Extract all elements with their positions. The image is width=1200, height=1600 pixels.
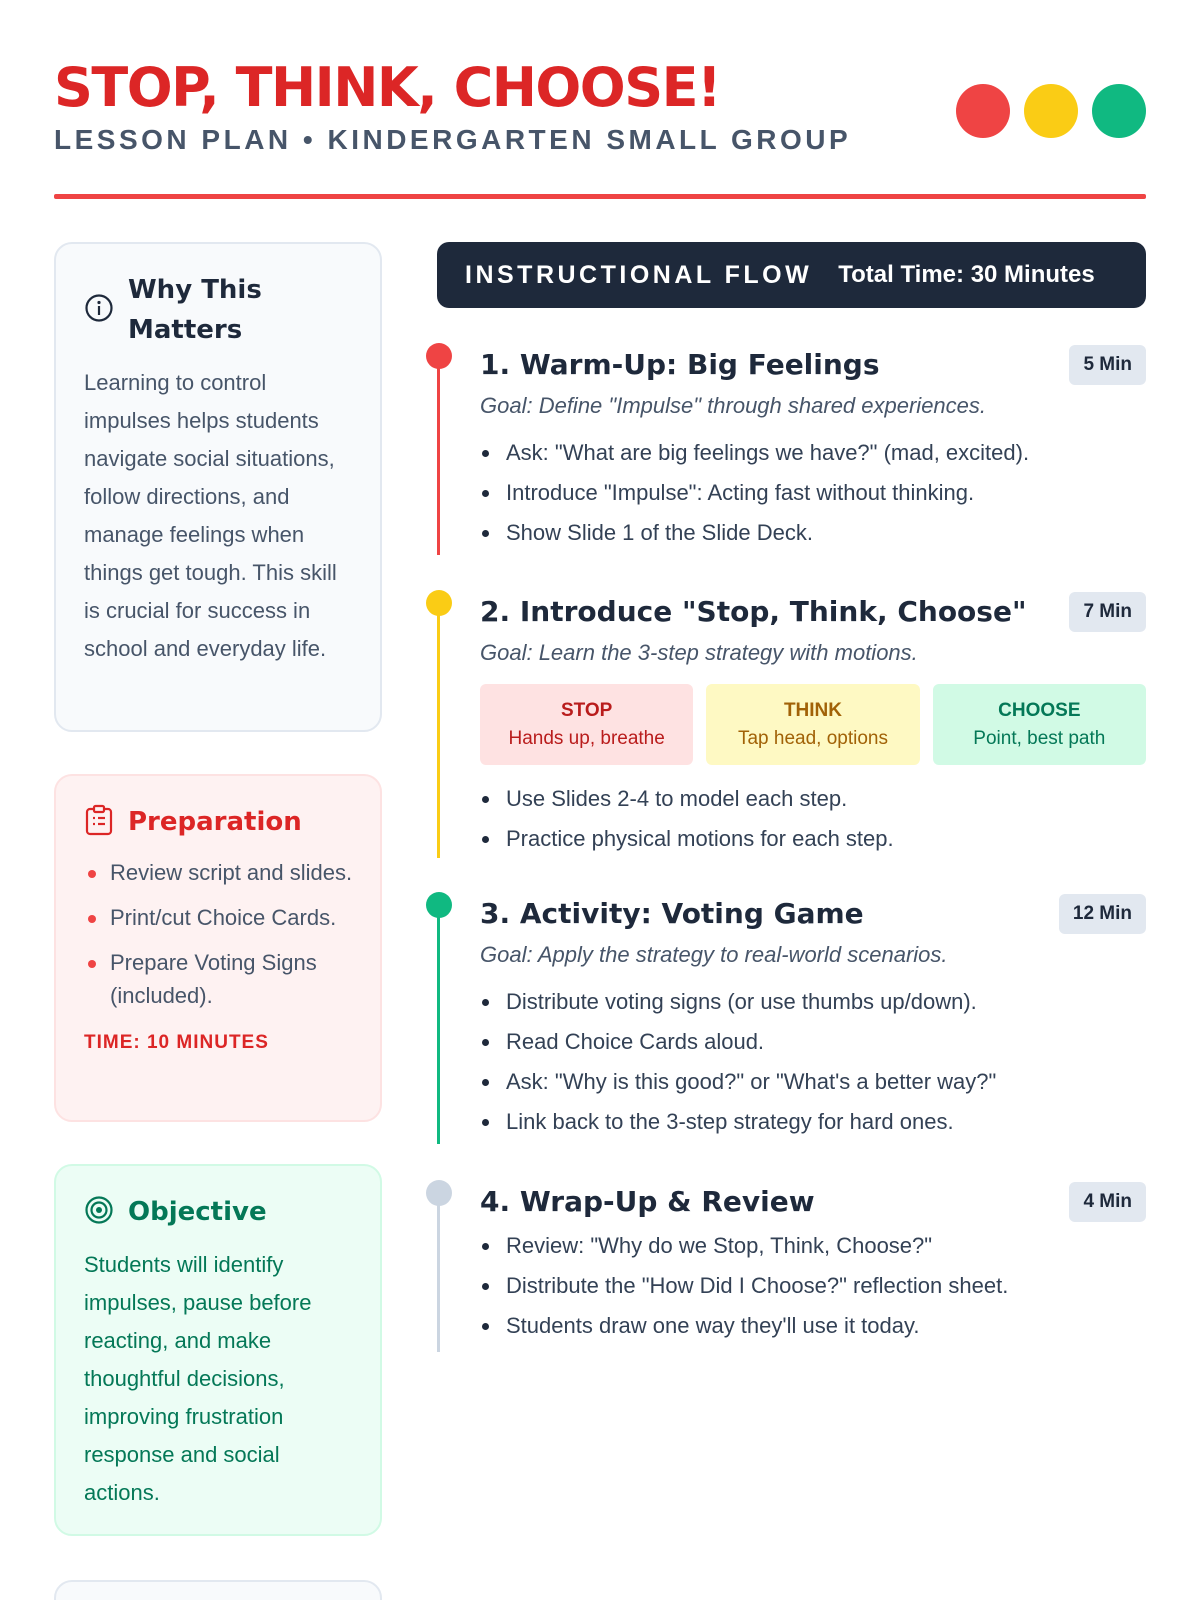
timeline-line bbox=[437, 355, 440, 555]
step-title: 2. Introduce "Stop, Think, Choose" bbox=[480, 595, 1027, 628]
step-goal: Goal: Define "Impulse" through shared experiences. bbox=[480, 393, 987, 418]
flow-title: INSTRUCTIONAL FLOW bbox=[465, 260, 813, 289]
timeline-dot bbox=[426, 590, 452, 616]
list-item: Distribute the "How Did I Choose?" reflection sheet. bbox=[480, 1266, 1146, 1306]
why-title: Why This Matters bbox=[128, 275, 262, 345]
list-item: Review: "Why do we Stop, Think, Choose?" bbox=[480, 1226, 1146, 1266]
list-item: Show Slide 1 of the Slide Deck. bbox=[480, 513, 1146, 553]
timeline-dot bbox=[426, 1180, 452, 1206]
page-subtitle: LESSON PLAN • KINDERGARTEN SMALL GROUP bbox=[54, 124, 852, 155]
traffic-lights bbox=[956, 84, 1146, 138]
think-tile bbox=[706, 684, 919, 765]
list-item: Link back to the 3-step strategy for hard ones. bbox=[480, 1102, 1146, 1142]
tile-heading: CHOOSE bbox=[998, 699, 1081, 721]
list-item: Use Slides 2-4 to model each step. bbox=[480, 779, 1146, 819]
step-activity bbox=[480, 894, 1146, 1142]
timeline-dot bbox=[426, 892, 452, 918]
tile-text: Point, best path bbox=[973, 727, 1106, 749]
list-item: Print/cut Choice Cards. bbox=[84, 901, 354, 934]
list-item: Introduce "Impulse": Acting fast without thinking. bbox=[480, 473, 1146, 513]
step-list bbox=[480, 1226, 1146, 1346]
step-introduce bbox=[480, 592, 1146, 859]
flow-banner bbox=[437, 242, 1146, 308]
step-goal: Goal: Apply the strategy to real-world scenarios. bbox=[480, 942, 948, 967]
objective-card bbox=[54, 1164, 382, 1536]
timeline-line bbox=[437, 1192, 440, 1352]
step-title: 4. Wrap-Up & Review bbox=[480, 1185, 815, 1218]
objective-body: Students will identify impulses, pause before reacting, and make thoughtful decisions, improving frustration response and social actions. bbox=[84, 1252, 312, 1505]
time-badge: 7 Min bbox=[1069, 592, 1146, 632]
tile-text: Tap head, options bbox=[737, 727, 888, 749]
time-badge: 5 Min bbox=[1069, 345, 1146, 385]
green-light-icon bbox=[1092, 84, 1146, 138]
timeline-line bbox=[437, 904, 440, 1144]
info-icon bbox=[84, 293, 114, 328]
list-item: Students draw one way they'll use it today. bbox=[480, 1306, 1146, 1346]
header-divider bbox=[54, 194, 1146, 199]
step-wrap-up bbox=[480, 1182, 1146, 1346]
step-list bbox=[480, 433, 1146, 553]
list-item: Ask: "Why is this good?" or "What's a better way?" bbox=[480, 1062, 1146, 1102]
list-item: Read Choice Cards aloud. bbox=[480, 1022, 1146, 1062]
objective-title: Objective bbox=[128, 1197, 267, 1227]
tile-heading: STOP bbox=[560, 699, 613, 721]
timeline-dot bbox=[426, 343, 452, 369]
preparation-time: TIME: 10 MINUTES bbox=[84, 1032, 269, 1053]
flow-total-time: Total Time: 30 Minutes bbox=[838, 261, 1095, 288]
step-list bbox=[480, 779, 1146, 859]
list-item: Practice physical motions for each step. bbox=[480, 819, 1146, 859]
list-item: Ask: "What are big feelings we have?" (mad, excited). bbox=[480, 433, 1146, 473]
choose-tile bbox=[933, 684, 1146, 765]
preparation-title: Preparation bbox=[128, 807, 302, 837]
list-item: Review script and slides. bbox=[84, 856, 354, 889]
time-badge: 4 Min bbox=[1069, 1182, 1146, 1222]
clipboard-icon bbox=[84, 804, 114, 841]
why-card bbox=[54, 242, 382, 732]
step-title: 3. Activity: Voting Game bbox=[480, 897, 864, 930]
time-badge: 12 Min bbox=[1059, 894, 1146, 934]
preparation-list bbox=[84, 856, 354, 1012]
step-warm-up bbox=[480, 345, 1146, 553]
list-item: Distribute voting signs (or use thumbs up/down). bbox=[480, 982, 1146, 1022]
red-light-icon bbox=[956, 84, 1010, 138]
strategy-tiles bbox=[480, 684, 1146, 765]
step-list bbox=[480, 982, 1146, 1142]
step-goal: Goal: Learn the 3-step strategy with motions. bbox=[480, 640, 918, 665]
tile-text: Hands up, breathe bbox=[508, 727, 665, 749]
yellow-light-icon bbox=[1024, 84, 1078, 138]
step-title: 1. Warm-Up: Big Feelings bbox=[480, 348, 880, 381]
list-item: Prepare Voting Signs (included). bbox=[84, 946, 354, 1012]
why-body: Learning to control impulses helps students navigate social situations, follow directions, and manage feelings when things get tough. This skill is crucial for success in school and everyday life. bbox=[84, 370, 337, 661]
partial-card bbox=[54, 1580, 382, 1600]
tile-heading: THINK bbox=[783, 699, 843, 721]
target-icon bbox=[84, 1195, 114, 1230]
page-title: STOP, THINK, CHOOSE! bbox=[54, 56, 721, 119]
stop-tile bbox=[480, 684, 693, 765]
header bbox=[54, 56, 1146, 156]
preparation-card bbox=[54, 774, 382, 1122]
timeline-line bbox=[437, 602, 440, 858]
